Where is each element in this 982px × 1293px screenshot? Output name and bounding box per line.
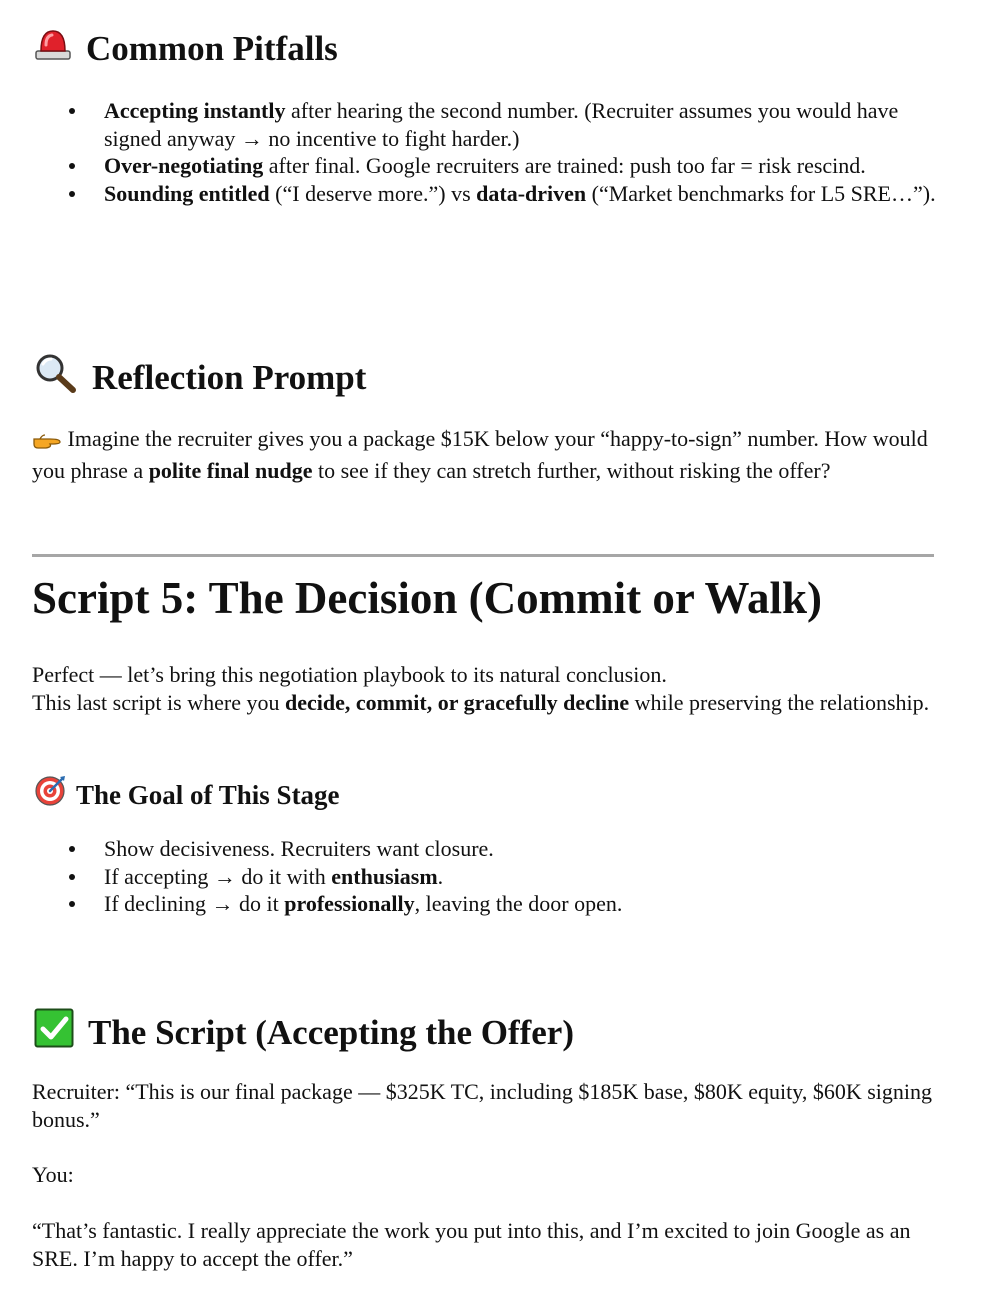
pitfalls-title: Common Pitfalls bbox=[86, 28, 338, 68]
pitfall-text: after final. Google recruiters are trained: push too far = risk rescind. bbox=[263, 153, 866, 178]
list-item bbox=[104, 97, 944, 152]
intro-emphasis: decide, commit, or gracefully decline bbox=[284, 690, 630, 715]
pitfall-term: Sounding entitled bbox=[104, 180, 270, 206]
list-item bbox=[104, 180, 944, 208]
intro-line: Perfect — let’s bring this negotiation playbook to its natural conclusion. bbox=[32, 662, 667, 687]
reflection-text: to see if they can stretch further, without risking the offer? bbox=[312, 458, 831, 483]
reflection-heading bbox=[34, 352, 366, 403]
accepting-title: The Script (Accepting the Offer) bbox=[88, 1012, 574, 1052]
pitfalls-list bbox=[104, 97, 944, 207]
reflection-paragraph bbox=[32, 425, 944, 485]
page-title: Script 5: The Decision (Commit or Walk) bbox=[32, 573, 822, 623]
intro-text: while preserving the relationship. bbox=[629, 690, 930, 715]
goal-text: , leaving the door open. bbox=[414, 891, 623, 916]
pitfall-text: after hearing the second number. (Recruiter assumes you would have signed anyway → no incentive to fight harder.) bbox=[104, 98, 899, 151]
goal-emphasis: professionally bbox=[284, 891, 415, 916]
reflection-title: Reflection Prompt bbox=[92, 357, 367, 397]
goal-title: The Goal of This Stage bbox=[76, 779, 340, 810]
pitfall-term: data-driven bbox=[476, 180, 587, 206]
intro-paragraph bbox=[32, 661, 944, 717]
goal-text: Show decisiveness. Recruiters want closure. bbox=[104, 836, 494, 861]
list-item bbox=[104, 863, 944, 891]
magnifying-glass-icon bbox=[34, 352, 78, 403]
reflection-emphasis: polite final nudge bbox=[148, 458, 313, 483]
pitfall-text: (“Market benchmarks for L5 SRE…”). bbox=[586, 180, 936, 206]
recruiter-line: Recruiter: “This is our final package — $325K TC, including $185K base, $80K equity, $60K signing bonus.” bbox=[32, 1079, 933, 1132]
list-item bbox=[104, 890, 944, 918]
accepting-heading bbox=[34, 1008, 574, 1057]
pitfall-text: (“I deserve more.”) vs bbox=[269, 180, 477, 206]
you-label: You: bbox=[32, 1162, 74, 1187]
check-mark-icon bbox=[34, 1008, 74, 1057]
reflection-text: Imagine the recruiter gives you a package $15K below your “happy-to-sign” number. How would you phrase a bbox=[32, 426, 928, 483]
pitfall-term: Accepting instantly bbox=[104, 98, 286, 123]
section-divider bbox=[32, 554, 934, 557]
goal-heading bbox=[34, 775, 340, 814]
goal-text: If declining → do it bbox=[104, 891, 285, 916]
goal-text: If accepting → do it with bbox=[104, 863, 332, 889]
pitfalls-heading bbox=[34, 27, 338, 70]
list-item bbox=[104, 835, 944, 863]
target-icon bbox=[34, 775, 66, 814]
pointing-hand-icon bbox=[32, 429, 62, 457]
goal-text: . bbox=[437, 863, 444, 889]
list-item bbox=[104, 152, 944, 180]
pitfall-term: Over-negotiating bbox=[104, 153, 264, 178]
siren-icon bbox=[34, 27, 72, 70]
goal-list bbox=[104, 835, 944, 918]
goal-emphasis: enthusiasm bbox=[331, 863, 438, 889]
you-line: “That’s fantastic. I really appreciate the work you put into this, and I’m excited to join Google as an SRE. I’m happy to accept the offer.” bbox=[32, 1218, 911, 1271]
intro-text: This last script is where you bbox=[32, 690, 285, 715]
